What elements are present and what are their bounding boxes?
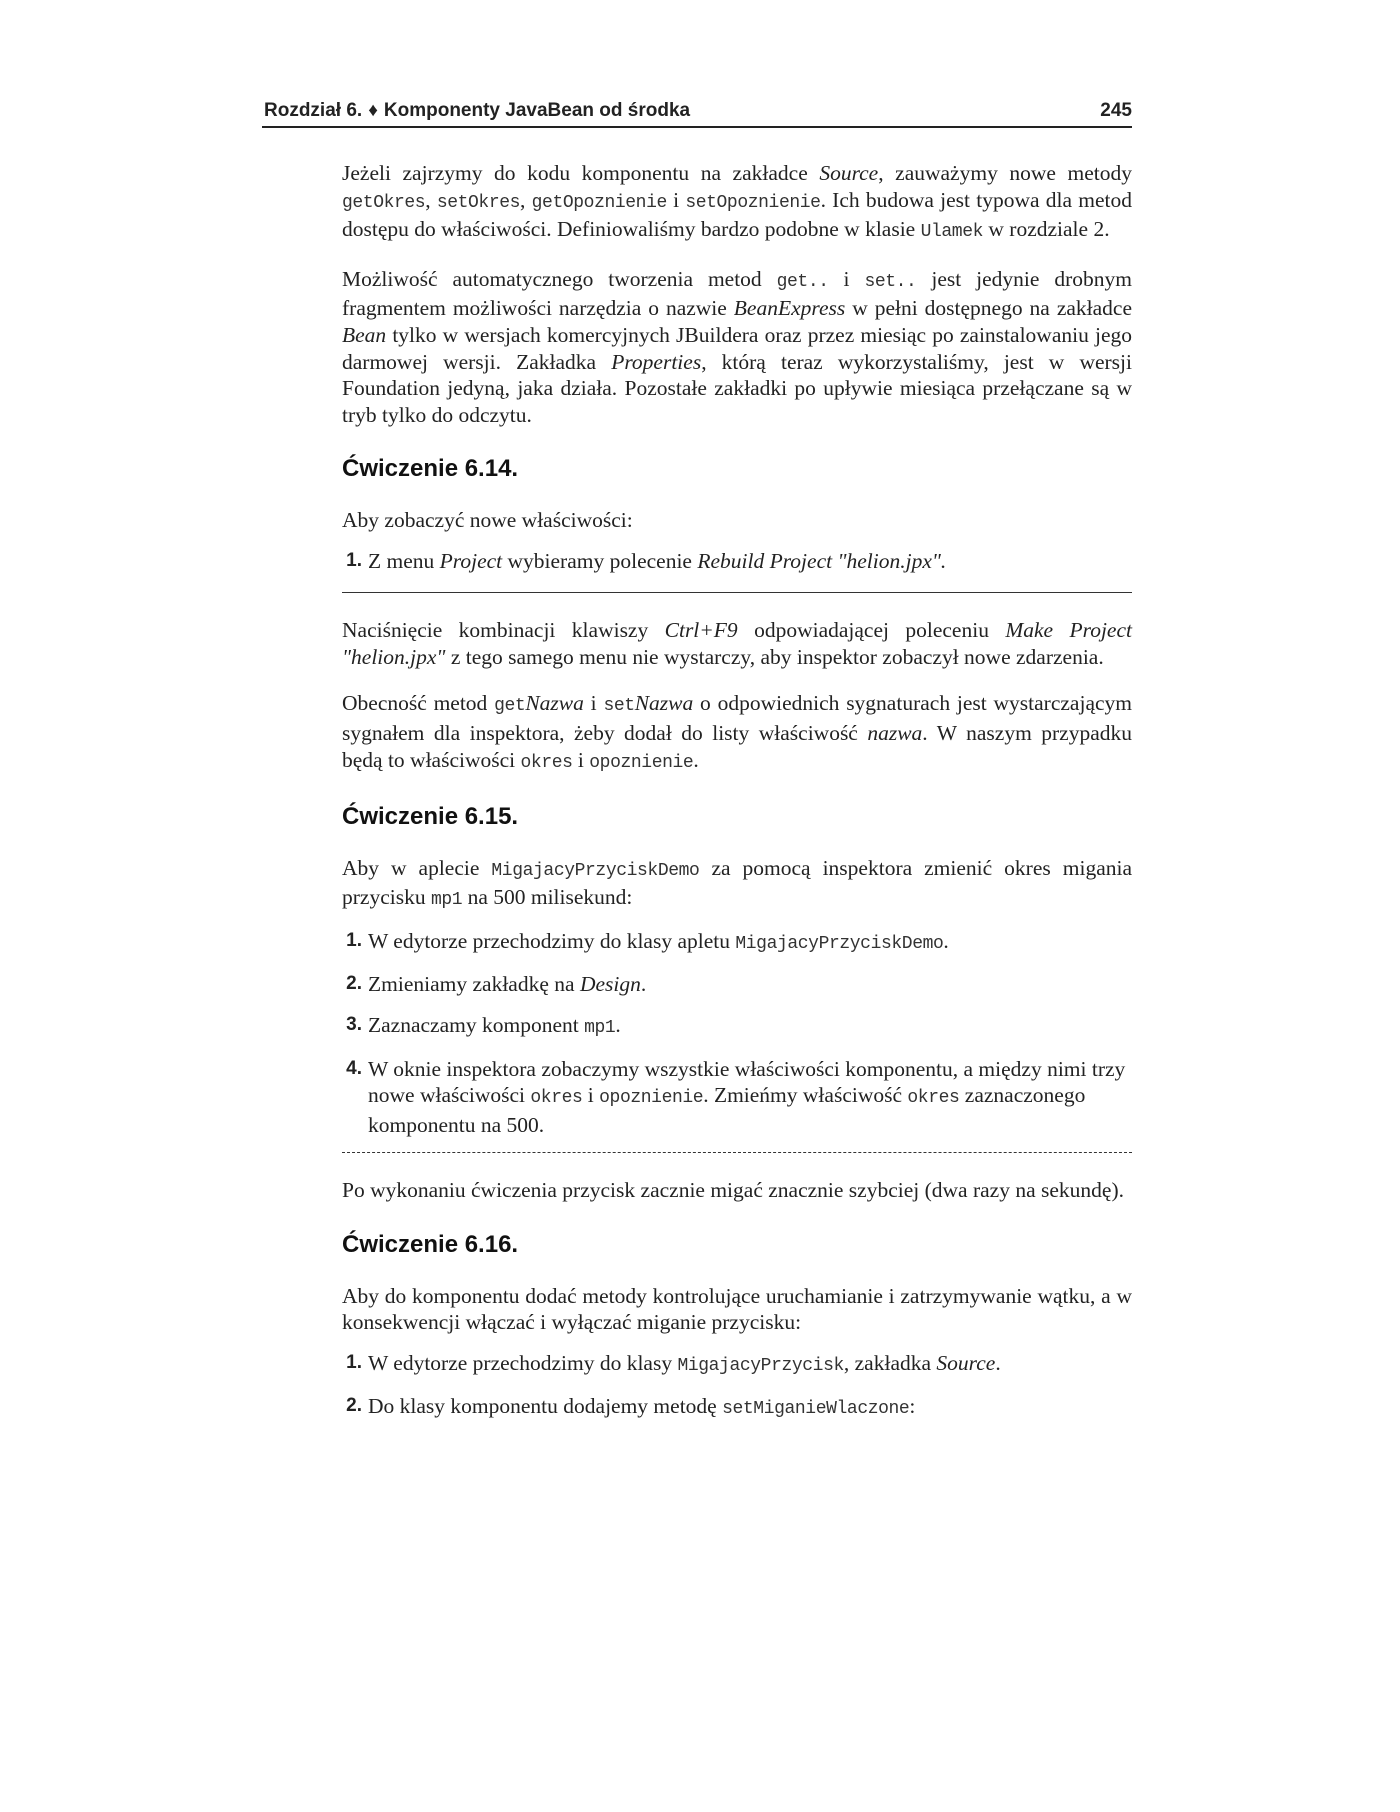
exercise-6-15-steps (342, 928, 1132, 1139)
list-item: 2. Zmieniamy zakładkę na Design. (346, 972, 647, 997)
paragraph-beanexpress: Możliwość automatycznego tworzenia metod get.. i set.. jest jedynie drobnym fragmentem możliwości narzędzia o nazwie BeanExpress w pełni dostępnego na zakładce Bean tylko w wersjach komercyjnych JBuildera oraz przez miesiąc po zainstalowaniu jego darmowej wersji. Zakładka Properties, którą teraz wykorzystaliśmy, jest w wersji Foundation jedyną, jaka działa. Pozostałe zakładki po upływie miesiąca przełączane są w tryb tylko do odczytu. (342, 266, 1132, 427)
running-header (262, 96, 1132, 128)
exercise-6-16-heading: Ćwiczenie 6.16. (342, 1231, 519, 1259)
page-body (342, 160, 1132, 1437)
exercise-6-16-intro: Aby do komponentu dodać metody kontrolujące uruchamianie i zatrzymywanie wątku, a w konsekwencji włączać i wyłączać miganie przycisku: (342, 1283, 1132, 1335)
exercise-end-rule (342, 1152, 1132, 1153)
list-item: 3. Zaznaczamy komponent mp1. (346, 1013, 621, 1039)
list-item: 2. Do klasy komponentu dodajemy metodę setMiganieWlaczone: (346, 1394, 916, 1420)
exercise-end-rule (342, 592, 1132, 593)
exercise-6-14-intro: Aby zobaczyć nowe właściwości: (342, 507, 633, 532)
page-number: 245 (1100, 100, 1132, 121)
exercise-6-14-heading: Ćwiczenie 6.14. (342, 455, 519, 483)
exercise-6-16-steps (342, 1350, 1132, 1423)
exercise-6-15-heading: Ćwiczenie 6.15. (342, 803, 519, 831)
list-item: 4. W oknie inspektora zobaczymy wszystkie właściwości komponentu, a między nimi trzy nowe właściwości okres i opoznienie. Zmieńmy właściwość okres zaznaczonego komponentu na 500. (346, 1056, 1126, 1137)
list-item: 1. W edytorze przechodzimy do klasy apletu MigajacyPrzyciskDemo. (346, 928, 949, 954)
chapter-title: Komponenty JavaBean od środka (383, 100, 691, 121)
diamond-icon: ♦ (368, 100, 378, 121)
header-title (264, 100, 690, 122)
chapter-number: Rozdział 6. (264, 100, 363, 121)
list-item: 1. W edytorze przechodzimy do klasy MigajacyPrzycisk, zakładka Source. (346, 1350, 1001, 1376)
paragraph-getnazwa: Obecność metod getNazwa i setNazwa o odpowiednich sygnaturach jest wystarczającym sygnałem dla inspektora, żeby dodał do listy właściwość nazwa. W naszym przypadku będą to właściwości okres i opoznienie. (342, 691, 1133, 773)
paragraph-source-methods: Jeżeli zajrzymy do kodu komponentu na zakładce Source, zauważymy nowe metody getOkres, setOkres, getOpoznienie i setOpoznienie. Ich budowa jest typowa dla metod dostępu do właściwości. Definiowaliśmy bardzo podobne w klasie Ulamek w rozdziale 2. (342, 161, 1132, 243)
exercise-6-14-steps (342, 548, 1132, 575)
exercise-6-15-intro: Aby w aplecie MigajacyPrzyciskDemo za pomocą inspektora zmienić okres migania przycisku mp1 na 500 milisekund: (342, 855, 1132, 911)
paragraph-result: Po wykonaniu ćwiczenia przycisk zacznie migać znacznie szybciej (dwa razy na sekundę). (342, 1178, 1124, 1203)
list-item: 1. Z menu Project wybieramy polecenie Rebuild Project "helion.jpx". (346, 548, 947, 573)
paragraph-ctrl-f9: Naciśnięcie kombinacji klawiszy Ctrl+F9 odpowiadającej poleceniu Make Project "helion.jpx" z tego samego menu nie wystarczy, aby inspektor zobaczył nowe zdarzenia. (342, 618, 1132, 669)
